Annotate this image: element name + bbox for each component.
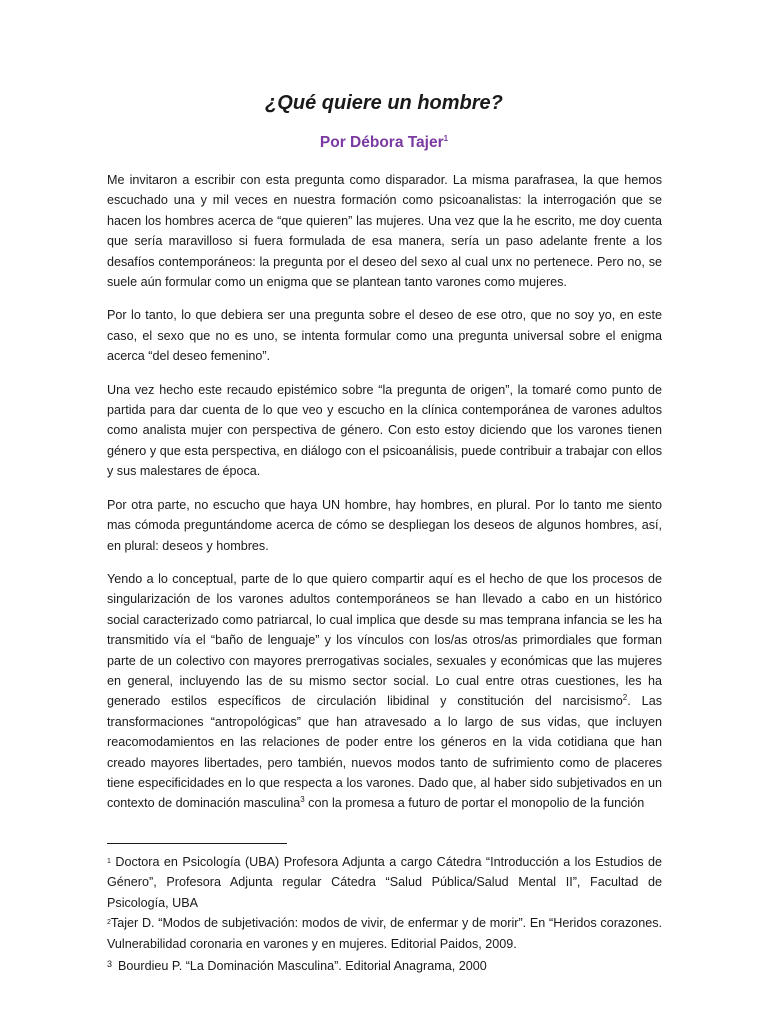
- author-byline: [0, 134, 768, 152]
- author-name: Por Débora Tajer: [319, 134, 444, 151]
- footnote-ref-2: 2: [622, 693, 628, 703]
- footnote-number: 2: [107, 919, 111, 927]
- paragraph-5-part-3: con la promesa a futuro de portar el monopolio de la función: [304, 796, 645, 811]
- paragraph-5-part-2: . Las transformaciones “antropológicas” que han atravesado a lo largo de sus vidas, que incluyen reacomodamientos en las relaciones de poder entre los géneros en la vida cotidiana que han creado mayores libertades, pero también, nuevos modos tanto de sufrimiento como de placeres tiene especificidades en lo que respecta a los varones. Dado que, al haber sido subjetivados en un contexto de dominación masculina: [107, 694, 662, 811]
- footnote-text: Doctora en Psicología (UBA) Profesora Adjunta a cargo Cátedra “Introducción a los Estudios de Género”, Profesora Adjunta regular Cátedra “Salud Pública/Salud Mental II”, Facultad de Psicología, UBA: [107, 855, 662, 910]
- paragraph-5: [107, 569, 662, 814]
- footnote-1: [107, 852, 662, 913]
- footnote-number: 3: [107, 959, 113, 970]
- footnote-text: Tajer D. “Modos de subjetivación: modos de vivir, de enfermar y de morir”. En “Heridos corazones. Vulnerabilidad coronaria en varones y en mujeres. Editorial Paidos, 2009.: [107, 916, 662, 951]
- footnote-text: Bourdieu P. “La Dominación Masculina”. Editorial Anagrama, 2000: [118, 959, 487, 974]
- document-title: ¿Qué quiere un hombre?: [265, 92, 503, 114]
- paragraph-4: Por otra parte, no escucho que haya UN hombre, hay hombres, en plural. Por lo tanto me siento mas cómoda preguntándome acerca de cómo se despliegan los deseos de algunos hombres, así, en plural: deseos y hombres.: [107, 497, 662, 553]
- document-body: [107, 170, 662, 827]
- paragraph-1: Me invitaron a escribir con esta pregunta como disparador. La misma parafrasea, la que hemos escuchado una y mil veces en nuestra formación como psicoanalistas: la interrogación que se hacen los hombres acerca de “que quieren” las mujeres. Una vez que la he escrito, me doy cuenta que sería maravilloso si fuera formulada de esa manera, sería un paso adelante frente a los desafíos contemporáneos: la pregunta por el deseo del sexo al cual unx no pertenece. Pero no, se suele aún formular como un enigma que se plantean tanto varones como mujeres.: [107, 173, 662, 290]
- paragraph-5-part-1: Yendo a lo conceptual, parte de lo que quiero compartir aquí es el hecho de que los procesos de singularización de los varones adultos contemporáneos se han llevado a cabo en un histórico social caracterizado como patriarcal, lo cual implica que desde su mas temprana infancia se les ha transmitido vía el “baño de lenguaje” y los vínculos con los/as otros/as primordiales que forman parte de un colectivo con mayores prerrogativas sociales, sexuales y económicas que las mujeres en general, incluyendo las de su mismo sector social. Lo cual entre otras cuestiones, les ha generado estilos específicos de circulación libidinal y constitución del narcisismo: [107, 571, 662, 709]
- footnote-3: [107, 954, 662, 976]
- footnote-number: 1: [107, 858, 111, 865]
- footnote-ref-1: 1: [443, 133, 449, 143]
- footnote-2: [107, 913, 662, 954]
- paragraph-3: Una vez hecho este recaudo epistémico sobre “la pregunta de origen”, la tomaré como punto de partida para dar cuenta de lo que veo y escucho en la clínica contemporánea de varones adultos como analista mujer con perspectiva de género. Con esto estoy diciendo que los varones tienen género y que esta perspectiva, en diálogo con el psicoanálisis, puede contribuir a trabajar con ellos y sus malestares de época.: [107, 382, 662, 479]
- paragraph-2: Por lo tanto, lo que debiera ser una pregunta sobre el deseo de ese otro, que no soy yo, en este caso, el sexo que no es uno, se intenta formular como una pregunta universal sobre el enigma acerca “del deseo femenino”.: [107, 308, 662, 364]
- footnote-divider: [107, 843, 287, 844]
- footnote-ref-3: 3: [300, 795, 305, 805]
- footnotes: [107, 852, 662, 976]
